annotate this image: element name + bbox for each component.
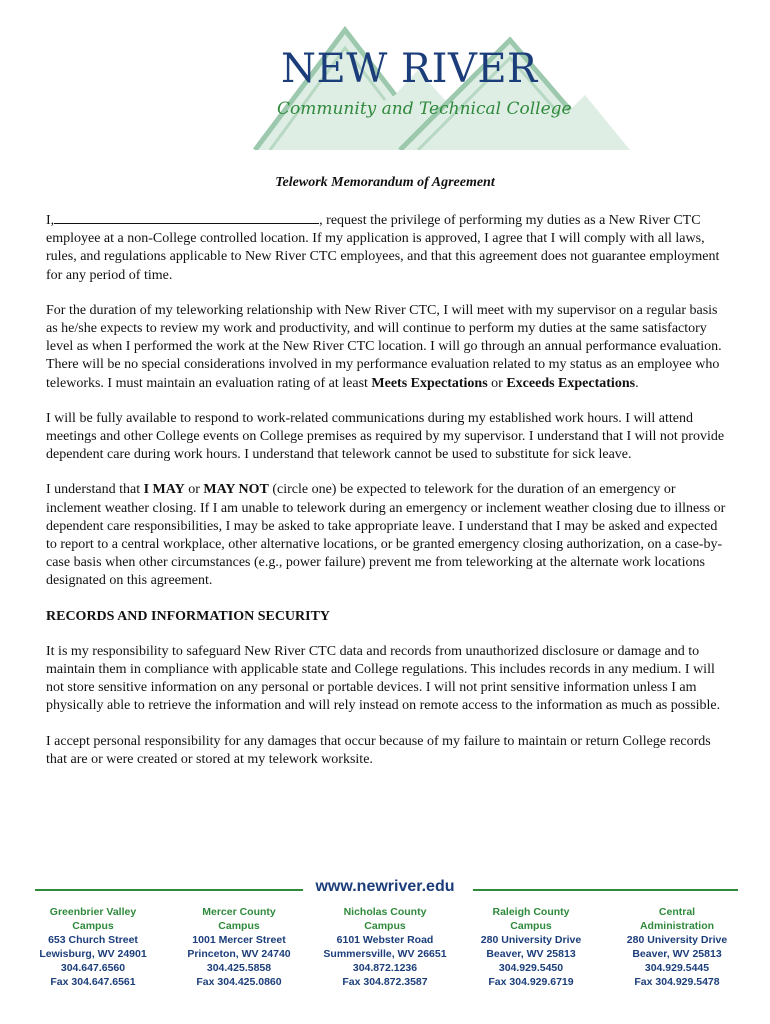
campus-phone: 304.929.5445 bbox=[644, 962, 710, 974]
campus-central-administration bbox=[604, 905, 750, 989]
document-title: Telework Memorandum of Agreement bbox=[275, 175, 495, 190]
intro-suffix: , request the privilege of performing my duties as a New River CTC employee at a non-College controlled location. If my application is approved, I agree that I will comply with all laws, rules, and regulations applicable to New River CTC employees, and that this agreement does not guarantee employment for any period of time. bbox=[46, 213, 720, 283]
campus-fax: Fax 304.425.0860 bbox=[196, 976, 282, 988]
campus-type: Campus bbox=[72, 920, 114, 932]
campus-city: Beaver, WV 25813 bbox=[632, 948, 722, 960]
document-body bbox=[46, 210, 726, 786]
campus-phone: 304.872.1236 bbox=[352, 962, 418, 974]
emergency-rest: (circle one) be expected to telework for the duration of an emergency or inclement weather closing. If I am unable to telework during an emergency or inclement weather closing due to illness or dependent care responsibilities, I may be asked to take appropriate leave. I understand that I may be asked and expected to report to a central workplace, other alternative locations, or be granted emergency closing authorization, on a case-by-case basis when other circumstances (e.g., power failure) prevent me from teleworking at the alternate work locations designated on this agreement. bbox=[46, 482, 726, 589]
emergency-start: I understand that bbox=[46, 482, 141, 498]
campus-address: 653 Church Street bbox=[48, 934, 138, 946]
name-blank-field[interactable] bbox=[54, 210, 319, 224]
campus-address: 280 University Drive bbox=[480, 934, 582, 946]
records-paragraph: It is my responsibility to safeguard New River CTC data and records from unauthorized disclosure or damage and to maintain them in compliance with applicable state and College regulations. This includes records in any medium. I will not store sensitive information on any personal or portable devices. I will not print sensitive information unless I am physically able to retrieve the information and will rely instead on remote access to the information as much as possible. bbox=[46, 643, 721, 714]
may-not-option[interactable]: MAY NOT bbox=[203, 482, 269, 498]
campus-mercer bbox=[166, 905, 312, 989]
campus-address: 6101 Webster Road bbox=[336, 934, 434, 946]
campus-city: Princeton, WV 24740 bbox=[187, 948, 291, 960]
campus-type: Administration bbox=[639, 920, 715, 932]
campus-city: Beaver, WV 25813 bbox=[486, 948, 576, 960]
performance-paragraph bbox=[46, 302, 726, 393]
campus-phone: 304.929.5450 bbox=[498, 962, 564, 974]
campus-fax: Fax 304.929.6719 bbox=[488, 976, 574, 988]
campus-city: Summersville, WV 26651 bbox=[323, 948, 447, 960]
meets-expectations-label: Meets Expectations bbox=[371, 375, 488, 391]
or-text: or bbox=[491, 375, 503, 391]
responsibility-paragraph: I accept personal responsibility for any damages that occur because of my failure to maintain or return College records that are or were created or stored at my telework worksite. bbox=[46, 733, 711, 767]
campus-type: Campus bbox=[510, 920, 552, 932]
exceeds-expectations-label: Exceeds Expectations bbox=[506, 375, 636, 391]
campus-greenbrier bbox=[20, 905, 166, 989]
campus-phone: 304.425.5858 bbox=[206, 962, 272, 974]
website-link[interactable]: www.newriver.edu bbox=[315, 878, 455, 895]
campus-fax: Fax 304.647.6561 bbox=[50, 976, 136, 988]
availability-paragraph: I will be fully available to respond to work-related communications during my established work hours. I will attend meetings and other College events on College premises as required by my supervisor. I understand that I will not provide dependent care during work hours. I understand that telework cannot be used to substitute for sick leave. bbox=[46, 410, 725, 463]
campus-fax: Fax 304.872.3587 bbox=[342, 976, 428, 988]
logo-name: NEW RIVER bbox=[281, 46, 538, 92]
campus-name: Mercer County bbox=[202, 906, 276, 918]
records-section-heading: RECORDS AND INFORMATION SECURITY bbox=[46, 608, 331, 624]
campus-name: Nicholas County bbox=[343, 906, 427, 918]
campus-name: Greenbrier Valley bbox=[49, 906, 137, 918]
campus-address: 1001 Mercer Street bbox=[192, 934, 286, 946]
campus-raleigh bbox=[458, 905, 604, 989]
intro-prefix: I, bbox=[46, 213, 55, 228]
campus-type: Campus bbox=[218, 920, 260, 932]
campus-nicholas bbox=[312, 905, 458, 989]
campus-name: Central bbox=[658, 906, 696, 918]
campus-address: 280 University Drive bbox=[626, 934, 728, 946]
or-text: or bbox=[188, 482, 200, 498]
period: . bbox=[635, 375, 639, 391]
campus-fax: Fax 304.929.5478 bbox=[634, 976, 720, 988]
campus-phone: 304.647.6560 bbox=[60, 962, 126, 974]
campus-list bbox=[20, 905, 750, 989]
intro-paragraph bbox=[46, 210, 726, 285]
campus-name: Raleigh County bbox=[492, 906, 570, 918]
campus-city: Lewisburg, WV 24901 bbox=[39, 948, 147, 960]
logo-subtitle: Community and Technical College bbox=[277, 99, 572, 119]
emergency-paragraph bbox=[46, 481, 726, 590]
may-option[interactable]: I MAY bbox=[143, 482, 185, 498]
campus-type: Campus bbox=[364, 920, 406, 932]
performance-text: For the duration of my teleworking relationship with New River CTC, I will meet with my supervisor on a regular basis as he/she expects to review my work and productivity, and will continue to perform my duties at the same satisfactory level as when I performed the work at the New River CTC location. I will go through an annual performance evaluation. There will be no special considerations involved in my performance evaluation related to my status as an employee who teleworks. I must maintain an evaluation rating of at least bbox=[46, 302, 722, 391]
